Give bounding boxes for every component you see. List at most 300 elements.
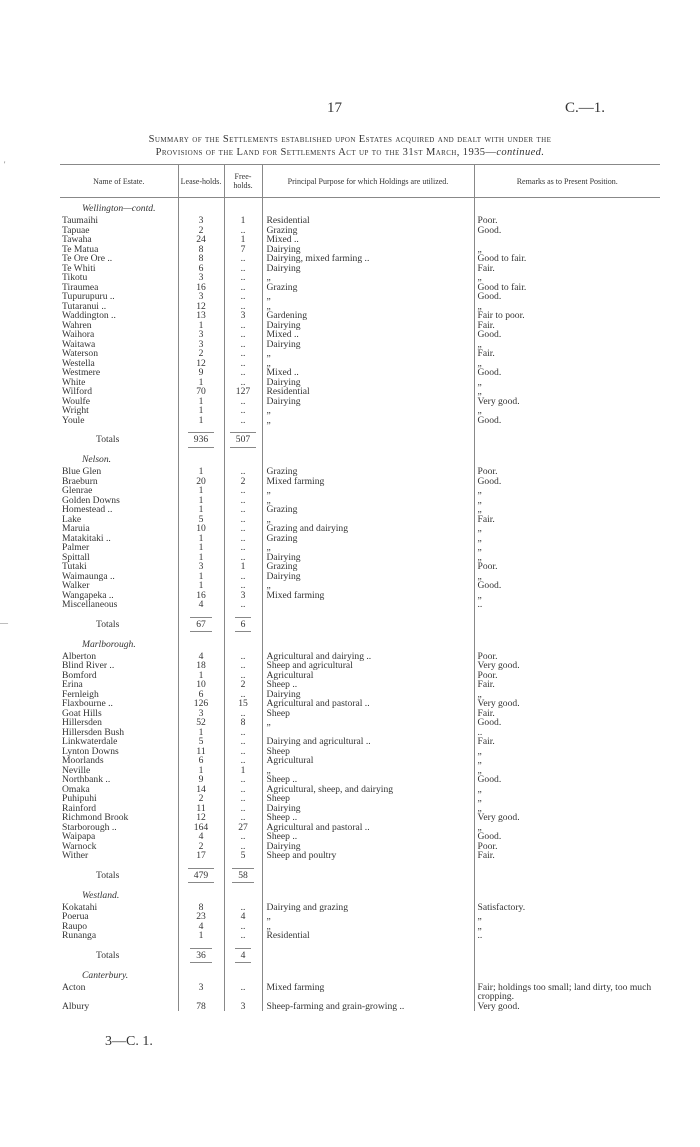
table-row (60, 581, 660, 591)
remarks: „ (474, 543, 660, 553)
table-row (60, 254, 660, 264)
empty-cell (224, 634, 262, 652)
col-header-estate: Name of Estate. (60, 165, 178, 198)
empty-cell (474, 885, 660, 903)
freeholds-count: .. (224, 349, 262, 359)
remarks: Satisfactory. (474, 903, 660, 913)
estate-name: Tupurupuru .. (62, 292, 115, 302)
freeholds-count: .. (224, 467, 262, 477)
leaseholds-count: 10 (178, 524, 224, 534)
freeholds-count: .. (224, 785, 262, 795)
margin-mark: — (0, 618, 8, 627)
empty-cell (224, 449, 262, 467)
remarks: Good to fair. (474, 254, 660, 264)
estate-name: Tutaranui .. (62, 301, 107, 311)
estate-name: Golden Downs (62, 495, 120, 505)
freeholds-count: .. (224, 302, 262, 312)
remarks: „ (474, 302, 660, 312)
purpose: Dairying (262, 690, 474, 700)
remarks: Poor. (474, 671, 660, 681)
leaseholds-count: 3 (178, 330, 224, 340)
freeholds-count: 3 (224, 311, 262, 321)
purpose (262, 600, 474, 610)
leaseholds-count: 1 (178, 931, 224, 941)
estate-name: Albury (62, 1001, 90, 1011)
table-row (60, 804, 660, 814)
freeholds-count: .. (224, 794, 262, 804)
totals-label: Totals (96, 949, 120, 961)
empty-cell (474, 425, 660, 449)
leaseholds-count: 16 (178, 591, 224, 601)
remarks: Good. (474, 775, 660, 785)
remarks: „ (474, 505, 660, 515)
estate-name: Blue Glen (62, 467, 102, 477)
totals-freeholds-cell (224, 610, 262, 634)
estate-name: Lake (62, 514, 82, 524)
purpose: Residential (262, 216, 474, 226)
purpose: Dairying, mixed farming .. (262, 254, 474, 264)
table-row (60, 600, 660, 610)
remarks: „ (474, 922, 660, 932)
purpose: Dairying (262, 340, 474, 350)
leaseholds-count: 2 (178, 349, 224, 359)
empty-cell (474, 198, 660, 217)
purpose: Sheep .. (262, 775, 474, 785)
empty-cell (474, 965, 660, 983)
freeholds-count: 2 (224, 477, 262, 487)
table-row (60, 652, 660, 662)
freeholds-count: .. (224, 737, 262, 747)
remarks: Poor. (474, 842, 660, 852)
purpose: Mixed farming (262, 591, 474, 601)
empty-cell (474, 610, 660, 634)
estate-name: Woulfe (62, 396, 90, 406)
empty-cell (262, 198, 474, 217)
totals-label: Totals (96, 618, 120, 630)
estate-name: Richmond Brook (62, 813, 129, 823)
table-row (60, 785, 660, 795)
estate-name: Omaka (62, 784, 90, 794)
freeholds-count: .. (224, 378, 262, 388)
estate-name: Waipapa (62, 832, 96, 842)
estate-name: Tutaki (62, 562, 87, 572)
freeholds-count: .. (224, 505, 262, 515)
remarks: „ (474, 245, 660, 255)
totals-freeholds: 6 (235, 617, 252, 633)
section-heading: Marlborough. (82, 638, 136, 650)
totals-leaseholds-cell (178, 610, 224, 634)
estate-name: Hillersden Bush (62, 727, 125, 737)
remarks: „ (474, 690, 660, 700)
freeholds-count: .. (224, 600, 262, 610)
freeholds-count: .. (224, 661, 262, 671)
freeholds-count: 15 (224, 699, 262, 709)
table-row (60, 794, 660, 804)
purpose (262, 728, 474, 738)
leaseholds-count: 1 (178, 671, 224, 681)
freeholds-count: 7 (224, 245, 262, 255)
remarks (474, 235, 660, 245)
leaseholds-count: 6 (178, 690, 224, 700)
purpose: „ (262, 766, 474, 776)
empty-cell (178, 449, 224, 467)
remarks: Good. (474, 330, 660, 340)
purpose: Dairying (262, 553, 474, 563)
purpose: Dairying (262, 378, 474, 388)
estate-name: Puhipuhi (62, 794, 97, 804)
freeholds-count: .. (224, 671, 262, 681)
section-heading-row (60, 885, 660, 903)
estate-name: Kokatahi (62, 902, 98, 912)
leaseholds-count: 126 (178, 699, 224, 709)
purpose: „ (262, 359, 474, 369)
remarks: „ (474, 496, 660, 506)
table-row (60, 496, 660, 506)
page-number: 17 (327, 100, 342, 116)
remarks: Poor. (474, 216, 660, 226)
estate-name: Starborough .. (62, 822, 117, 832)
leaseholds-count: 8 (178, 903, 224, 913)
table-row (60, 690, 660, 700)
freeholds-count: .. (224, 406, 262, 416)
table-row (60, 302, 660, 312)
freeholds-count: .. (224, 652, 262, 662)
estate-name: Tiraumea (62, 282, 99, 292)
table-row (60, 842, 660, 852)
freeholds-count: .. (224, 292, 262, 302)
purpose: Residential (262, 931, 474, 941)
col-header-leaseholds: Lease-holds. (178, 165, 224, 198)
remarks: „ (474, 406, 660, 416)
leaseholds-count: 1 (178, 378, 224, 388)
leaseholds-count: 1 (178, 486, 224, 496)
estate-name: Flaxbourne .. (62, 699, 113, 709)
leaseholds-count: 2 (178, 226, 224, 236)
leaseholds-count: 1 (178, 321, 224, 331)
estate-name: Acton (62, 982, 86, 993)
purpose: „ (262, 496, 474, 506)
freeholds-count: .. (224, 321, 262, 331)
purpose: Dairying and agricultural .. (262, 737, 474, 747)
table-row (60, 718, 660, 728)
purpose: Dairying and grazing (262, 903, 474, 913)
empty-cell (262, 610, 474, 634)
estate-name: Neville (62, 765, 91, 775)
empty-cell (474, 941, 660, 965)
freeholds-count: .. (224, 273, 262, 283)
empty-cell (224, 198, 262, 217)
remarks: „ (474, 524, 660, 534)
table-row (60, 671, 660, 681)
leaseholds-count: 1 (178, 728, 224, 738)
estate-name: Glenrae (62, 486, 93, 496)
estate-name: Waihora (62, 330, 95, 340)
freeholds-count: .. (224, 983, 262, 1002)
leaseholds-count: 1 (178, 572, 224, 582)
estate-name: Homestead .. (62, 505, 113, 515)
table-row (60, 728, 660, 738)
leaseholds-count: 1 (178, 416, 224, 426)
totals-freeholds: 4 (235, 948, 252, 964)
purpose: Dairying (262, 572, 474, 582)
freeholds-count: 127 (224, 387, 262, 397)
leaseholds-count: 8 (178, 245, 224, 255)
remarks: .. (474, 728, 660, 738)
table-row (60, 226, 660, 236)
table-row (60, 273, 660, 283)
purpose: Residential (262, 387, 474, 397)
leaseholds-count: 2 (178, 842, 224, 852)
leaseholds-count: 6 (178, 756, 224, 766)
table-row (60, 661, 660, 671)
remarks: „ (474, 823, 660, 833)
estate-name: Walker (62, 581, 90, 591)
estate-name: Palmer (62, 543, 90, 553)
table-row (60, 397, 660, 407)
leaseholds-count: 5 (178, 515, 224, 525)
remarks: „ (474, 591, 660, 601)
totals-leaseholds-cell (178, 425, 224, 449)
table-row (60, 406, 660, 416)
estate-name: Braeburn (62, 476, 98, 486)
freeholds-count: 1 (224, 216, 262, 226)
leaseholds-count: 78 (178, 1002, 224, 1012)
table-row (60, 477, 660, 487)
col-header-remarks: Remarks as to Present Position. (474, 165, 660, 198)
estate-name: Wangapeka .. (62, 590, 114, 600)
purpose: „ (262, 515, 474, 525)
table-row (60, 216, 660, 226)
table-header-row (60, 165, 660, 198)
table-row (60, 553, 660, 563)
purpose: „ (262, 543, 474, 553)
table-row (60, 766, 660, 776)
purpose: Sheep .. (262, 680, 474, 690)
estate-name: Bomford (62, 670, 97, 680)
title-line-2-text: Provisions of the Land for Settlements Act up to the 31st March, 1935— (155, 147, 497, 158)
empty-cell (178, 198, 224, 217)
purpose: „ (262, 302, 474, 312)
purpose: Sheep (262, 709, 474, 719)
leaseholds-count: 4 (178, 922, 224, 932)
leaseholds-count: 3 (178, 562, 224, 572)
purpose: „ (262, 922, 474, 932)
remarks: „ (474, 387, 660, 397)
estate-name: Youle (62, 415, 85, 425)
purpose: Mixed farming (262, 477, 474, 487)
table-row (60, 321, 660, 331)
empty-cell (474, 449, 660, 467)
estate-name: Matakitaki .. (62, 533, 111, 543)
purpose: „ (262, 718, 474, 728)
remarks: „ (474, 359, 660, 369)
remarks: „ (474, 273, 660, 283)
leaseholds-count: 18 (178, 661, 224, 671)
table-row (60, 699, 660, 709)
remarks: Fair; holdings too small; land dirty, too much cropping. (474, 983, 660, 1002)
table-row (60, 264, 660, 274)
freeholds-count: .. (224, 515, 262, 525)
section-heading-row (60, 198, 660, 217)
leaseholds-count: 4 (178, 600, 224, 610)
remarks: Very good. (474, 661, 660, 671)
remarks: Good. (474, 832, 660, 842)
purpose: Grazing (262, 283, 474, 293)
totals-freeholds: 507 (230, 432, 256, 448)
leaseholds-count: 1 (178, 534, 224, 544)
freeholds-count: 27 (224, 823, 262, 833)
estate-name: Miscellaneous (62, 600, 118, 610)
table-row (60, 983, 660, 1002)
empty-cell (262, 885, 474, 903)
leaseholds-count: 23 (178, 912, 224, 922)
table-row (60, 823, 660, 833)
remarks: Good. (474, 477, 660, 487)
empty-cell (178, 885, 224, 903)
leaseholds-count: 9 (178, 775, 224, 785)
purpose: Dairying (262, 397, 474, 407)
leaseholds-count: 12 (178, 813, 224, 823)
remarks: „ (474, 785, 660, 795)
estate-name: Spittall (62, 552, 90, 562)
remarks: Good. (474, 292, 660, 302)
freeholds-count: .. (224, 756, 262, 766)
purpose: Sheep-farming and grain-growing .. (262, 1002, 474, 1012)
remarks: „ (474, 553, 660, 563)
remarks: Very good. (474, 813, 660, 823)
purpose: „ (262, 912, 474, 922)
empty-cell (224, 965, 262, 983)
title-line-1: Summary of the Settlements established upon Estates acquired and dealt with under the (148, 134, 552, 145)
totals-row (60, 610, 660, 634)
remarks: Very good. (474, 699, 660, 709)
purpose: Gardening (262, 311, 474, 321)
purpose: Sheep (262, 747, 474, 757)
freeholds-count: .. (224, 254, 262, 264)
table-row (60, 572, 660, 582)
purpose: Mixed .. (262, 235, 474, 245)
remarks: Fair. (474, 737, 660, 747)
empty-cell (474, 634, 660, 652)
margin-mark: ' (4, 160, 6, 169)
table-row (60, 709, 660, 719)
estate-name: Wilford (62, 387, 92, 397)
leaseholds-count: 11 (178, 804, 224, 814)
remarks: Poor. (474, 652, 660, 662)
leaseholds-count: 2 (178, 794, 224, 804)
remarks: Very good. (474, 397, 660, 407)
leaseholds-count: 24 (178, 235, 224, 245)
table-body (60, 198, 660, 1012)
table-row (60, 283, 660, 293)
leaseholds-count: 8 (178, 254, 224, 264)
purpose: „ (262, 486, 474, 496)
estate-name: Te Whiti (62, 263, 96, 273)
leaseholds-count: 14 (178, 785, 224, 795)
estate-name: White (62, 377, 86, 387)
section-heading: Wellington—contd. (82, 203, 156, 214)
freeholds-count: .. (224, 709, 262, 719)
leaseholds-count: 9 (178, 368, 224, 378)
remarks: „ (474, 534, 660, 544)
table-row (60, 486, 660, 496)
purpose: Sheep and poultry (262, 851, 474, 861)
estate-name: Wright (62, 406, 89, 416)
section-heading-row (60, 449, 660, 467)
freeholds-count: .. (224, 832, 262, 842)
table-row (60, 515, 660, 525)
estate-name: Erina (62, 680, 83, 690)
leaseholds-count: 5 (178, 737, 224, 747)
leaseholds-count: 3 (178, 983, 224, 1002)
table-row (60, 292, 660, 302)
table-row (60, 832, 660, 842)
table-row (60, 922, 660, 932)
freeholds-count: .. (224, 359, 262, 369)
leaseholds-count: 1 (178, 581, 224, 591)
estate-name: Te Ore Ore .. (62, 254, 113, 264)
freeholds-count: 1 (224, 562, 262, 572)
remarks: „ (474, 572, 660, 582)
purpose: Dairying (262, 321, 474, 331)
table-row (60, 813, 660, 823)
freeholds-count: .. (224, 572, 262, 582)
freeholds-count: 4 (224, 912, 262, 922)
leaseholds-count: 4 (178, 652, 224, 662)
totals-row (60, 861, 660, 885)
purpose: Sheep (262, 794, 474, 804)
totals-freeholds-cell (224, 861, 262, 885)
leaseholds-count: 1 (178, 766, 224, 776)
estate-name: Blind River .. (62, 661, 115, 671)
purpose: Grazing (262, 467, 474, 477)
purpose: Agricultural (262, 756, 474, 766)
leaseholds-count: 10 (178, 680, 224, 690)
freeholds-count: .. (224, 775, 262, 785)
leaseholds-count: 13 (178, 311, 224, 321)
remarks: Fair. (474, 680, 660, 690)
freeholds-count: .. (224, 496, 262, 506)
table-row (60, 756, 660, 766)
table-row (60, 340, 660, 350)
estate-name: Runanga (62, 931, 97, 941)
freeholds-count: 2 (224, 680, 262, 690)
purpose: Mixed farming (262, 983, 474, 1002)
leaseholds-count: 52 (178, 718, 224, 728)
leaseholds-count: 17 (178, 851, 224, 861)
freeholds-count: .. (224, 226, 262, 236)
estate-name: Poerua (62, 912, 89, 922)
freeholds-count: .. (224, 368, 262, 378)
leaseholds-count: 1 (178, 397, 224, 407)
section-heading: Nelson. (82, 454, 112, 465)
estate-name: Goat Hills (62, 708, 102, 718)
leaseholds-count: 12 (178, 302, 224, 312)
purpose: Grazing (262, 505, 474, 515)
remarks: Fair. (474, 851, 660, 861)
freeholds-count: 3 (224, 1002, 262, 1012)
section-heading-row (60, 634, 660, 652)
remarks: „ (474, 756, 660, 766)
section-heading: Westland. (82, 889, 120, 901)
estate-name: Alberton (62, 651, 97, 661)
totals-freeholds: 58 (232, 868, 254, 884)
remarks: .. (474, 931, 660, 941)
purpose: „ (262, 273, 474, 283)
freeholds-count: .. (224, 524, 262, 534)
table-row (60, 359, 660, 369)
table-row (60, 235, 660, 245)
